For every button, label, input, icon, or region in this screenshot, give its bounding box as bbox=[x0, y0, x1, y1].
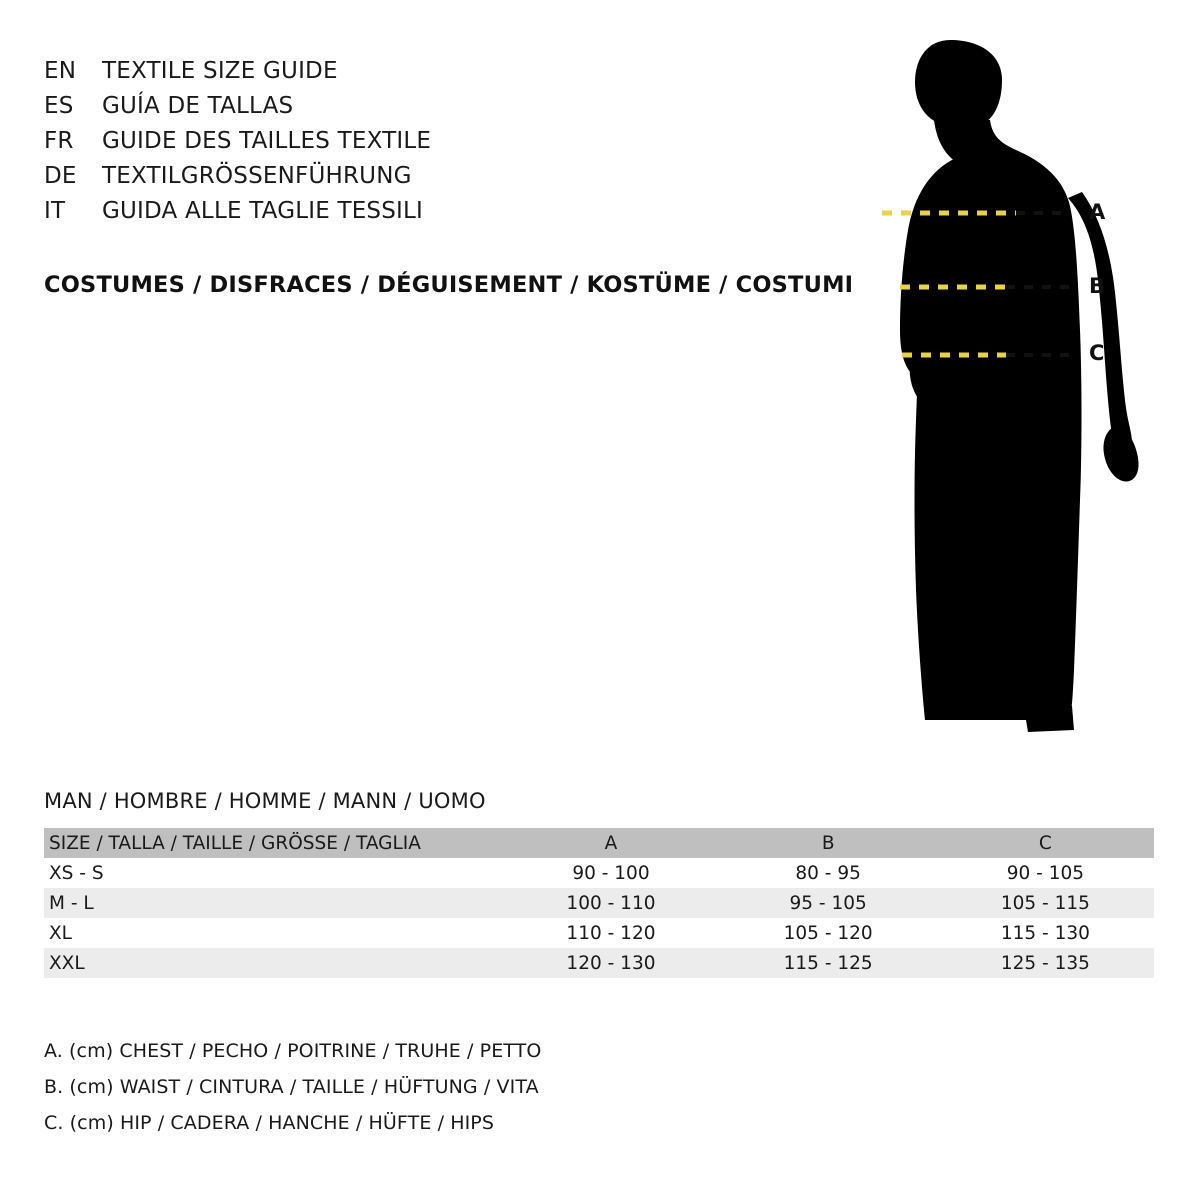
language-title: TEXTILE SIZE GUIDE bbox=[102, 58, 338, 84]
language-title: GUIDE DES TAILLES TEXTILE bbox=[102, 128, 432, 154]
table-row bbox=[44, 888, 1154, 918]
size-table bbox=[44, 828, 1154, 978]
column-header-c: C bbox=[1038, 832, 1052, 854]
language-code: ES bbox=[44, 93, 74, 119]
column-header-b: B bbox=[821, 832, 835, 854]
cell-waist: 80 - 95 bbox=[795, 862, 861, 884]
table-row bbox=[44, 948, 1154, 978]
table-row bbox=[44, 918, 1154, 948]
table-header bbox=[44, 828, 1154, 858]
table-title: MAN / HOMBRE / HOMME / MANN / UOMO bbox=[44, 789, 486, 813]
category-line: COSTUMES / DISFRACES / DÉGUISEMENT / KOSTÜME / COSTUMI bbox=[44, 272, 854, 298]
language-row bbox=[44, 93, 864, 128]
cell-waist: 95 - 105 bbox=[789, 892, 867, 914]
cell-size: M - L bbox=[49, 892, 94, 914]
cell-waist: 105 - 120 bbox=[783, 922, 873, 944]
cell-size: XS - S bbox=[49, 862, 104, 884]
cell-chest: 110 - 120 bbox=[566, 922, 656, 944]
language-code: IT bbox=[44, 198, 66, 224]
language-title: GUÍA DE TALLAS bbox=[102, 93, 294, 119]
table-header-row bbox=[44, 828, 1154, 858]
footnote-chest: A. (cm) CHEST / PECHO / POITRINE / TRUHE / PETTO bbox=[44, 1040, 542, 1062]
footnote-waist: B. (cm) WAIST / CINTURA / TAILLE / HÜFTUNG / VITA bbox=[44, 1076, 539, 1098]
language-code: EN bbox=[44, 58, 77, 84]
table-body bbox=[44, 858, 1154, 978]
language-row bbox=[44, 128, 864, 163]
cell-chest: 120 - 130 bbox=[566, 952, 656, 974]
cell-hip: 115 - 130 bbox=[1000, 922, 1090, 944]
language-title: TEXTILGRÖSSENFÜHRUNG bbox=[102, 163, 412, 189]
cell-waist: 115 - 125 bbox=[783, 952, 873, 974]
column-header-size: SIZE / TALLA / TAILLE / GRÖSSE / TAGLIA bbox=[49, 832, 421, 854]
language-row bbox=[44, 58, 864, 93]
silhouette-icon bbox=[830, 30, 1160, 750]
language-code: DE bbox=[44, 163, 77, 189]
cell-hip: 125 - 135 bbox=[1000, 952, 1090, 974]
footnote-hip: C. (cm) HIP / CADERA / HANCHE / HÜFTE / HIPS bbox=[44, 1112, 495, 1134]
cell-size: XXL bbox=[49, 952, 85, 974]
language-title: GUIDA ALLE TAGLIE TESSILI bbox=[102, 198, 424, 224]
language-row bbox=[44, 198, 864, 233]
cell-chest: 90 - 100 bbox=[572, 862, 650, 884]
language-row bbox=[44, 163, 864, 198]
footnote-list bbox=[44, 1033, 944, 1141]
table-row bbox=[44, 858, 1154, 888]
language-code: FR bbox=[44, 128, 74, 154]
column-header-a: A bbox=[604, 832, 618, 854]
cell-size: XL bbox=[49, 922, 72, 944]
cell-chest: 100 - 110 bbox=[566, 892, 656, 914]
measure-label-c: C bbox=[1089, 341, 1105, 365]
cell-hip: 90 - 105 bbox=[1006, 862, 1085, 884]
body-silhouette-figure bbox=[830, 30, 1160, 750]
cell-hip: 105 - 115 bbox=[1000, 892, 1090, 914]
language-list bbox=[44, 58, 864, 233]
measure-label-b: B bbox=[1089, 274, 1106, 298]
measure-label-a: A bbox=[1089, 200, 1106, 224]
